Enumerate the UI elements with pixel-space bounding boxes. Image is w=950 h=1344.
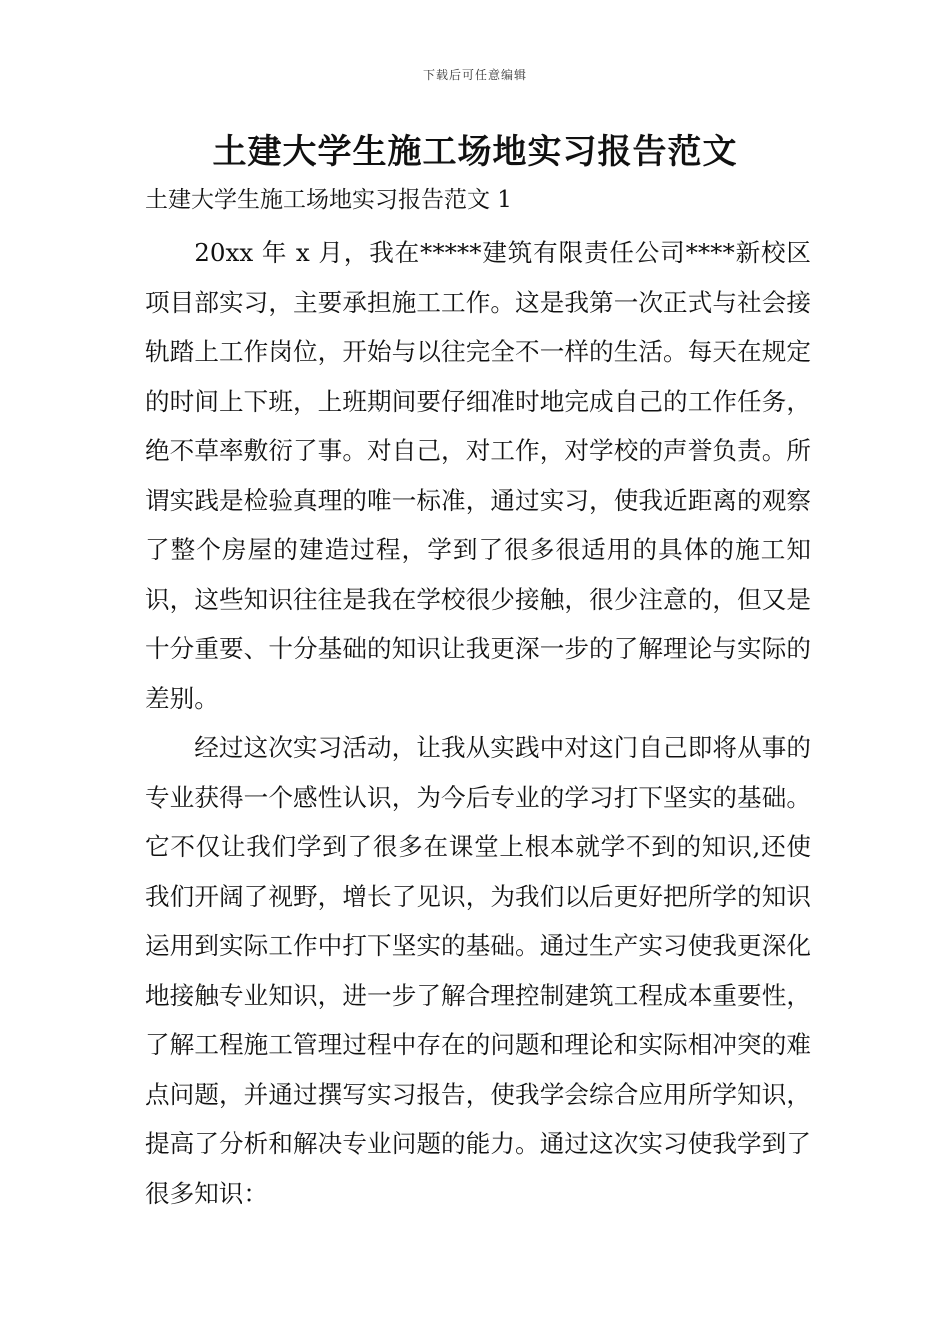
paragraph-1: 20xx 年 x 月，我在*****建筑有限责任公司****新校区项目部实习，主要承担施工工作。这是我第一次正式与社会接轨踏上工作岗位，开始与以往完全不一样的生活。每天在规定的时间上下班，上班期间要仔细准时地完成自己的工作任务，绝不草率敷衍了事。对自己，对工作，对学校的声誉负责。所谓实践是检验真理的唯一标准，通过实习，使我近距离的观察了整个房屋的建造过程，学到了很多很适用的具体的施工知识，这些知识往往是我在学校很少接触，很少注意的，但又是十分重要、十分基础的知识让我更深一步的了解理论与实际的差别。 bbox=[145, 238, 811, 713]
document-body bbox=[145, 228, 811, 1218]
document-subtitle: 土建大学生施工场地实习报告范文 1 bbox=[145, 187, 512, 213]
paragraph-2: 经过这次实习活动，让我从实践中对这门自己即将从事的专业获得一个感性认识，为今后专业的学习打下坚实的基础。它不仅让我们学到了很多在课堂上根本就学不到的知识,还使我们开阔了视野，增长了见识，为我们以后更好把所学的知识运用到实际工作中打下坚实的基础。通过生产实习使我更深化地接触专业知识，进一步了解合理控制建筑工程成本重要性，了解工程施工管理过程中存在的问题和理论和实际相冲突的难点问题，并通过撰写实习报告，使我学会综合应用所学知识，提高了分析和解决专业问题的能力。通过这次实习使我学到了很多知识： bbox=[145, 733, 811, 1208]
header-note: 下载后可任意编辑 bbox=[422, 68, 527, 82]
document-title: 土建大学生施工场地实习报告范文 bbox=[212, 132, 738, 172]
